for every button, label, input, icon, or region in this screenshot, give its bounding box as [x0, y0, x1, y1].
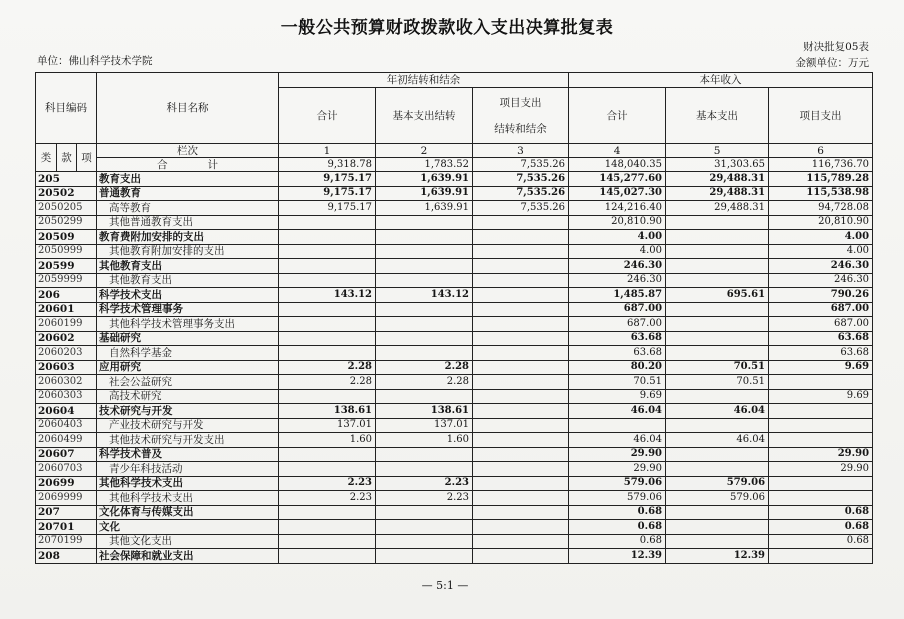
income-project-cell: 0.68: [769, 505, 873, 520]
subject-name-cell: 其他文化支出: [97, 534, 279, 549]
subject-code-cell: 206: [36, 288, 97, 303]
subject-code-cell: 20603: [36, 360, 97, 375]
carryover-basic-cell: [376, 259, 473, 274]
income-project-cell: 115,789.28: [769, 172, 873, 187]
subject-code-cell: 2060403: [36, 418, 97, 433]
carryover-basic-cell: 2.28: [376, 360, 473, 375]
subject-code-cell: 20502: [36, 186, 97, 201]
carryover-total-cell: [279, 549, 376, 564]
carryover-total-header: 合计: [279, 88, 376, 144]
subject-name-cell: 其他教育支出: [97, 273, 279, 288]
carryover-total-cell: [279, 302, 376, 317]
subject-name-cell: 其他科学技术支出: [97, 476, 279, 491]
carryover-total-cell: [279, 534, 376, 549]
income-project-cell: 790.26: [769, 288, 873, 303]
subject-code-cell: 20599: [36, 259, 97, 274]
column-index-row: [36, 144, 873, 158]
income-total-cell: 579.06: [569, 491, 666, 506]
carryover-total-cell: 2.23: [279, 476, 376, 491]
grand-total-carryover-project: 7,535.26: [473, 158, 569, 172]
subject-code-cell: 2060703: [36, 462, 97, 477]
carryover-project-cell: [473, 418, 569, 433]
income-basic-cell: 29,488.31: [666, 186, 769, 201]
carryover-total-cell: [279, 389, 376, 404]
carryover-project-cell: [473, 462, 569, 477]
table-row: [36, 433, 873, 448]
income-project-cell: 94,728.08: [769, 201, 873, 216]
carryover-basic-cell: 1,639.91: [376, 186, 473, 201]
income-project-cell: [769, 404, 873, 419]
subject-code-cell: 2060203: [36, 346, 97, 361]
carryover-basic-cell: [376, 331, 473, 346]
carryover-basic-header: 基本支出结转: [376, 88, 473, 144]
table-row: [36, 259, 873, 274]
subject-code-cell: 2050299: [36, 215, 97, 230]
carryover-project-cell: [473, 273, 569, 288]
carryover-basic-cell: 1.60: [376, 433, 473, 448]
subject-code-cell: 2060199: [36, 317, 97, 332]
income-total-cell: 0.68: [569, 520, 666, 535]
subject-code-cell: 2059999: [36, 273, 97, 288]
subject-code-cell: 207: [36, 505, 97, 520]
carryover-basic-cell: 137.01: [376, 418, 473, 433]
table-row: [36, 331, 873, 346]
subject-name-cell: 其他科学技术支出: [97, 491, 279, 506]
table-row: [36, 201, 873, 216]
subject-name-cell: 基础研究: [97, 331, 279, 346]
carryover-project-cell: 7,535.26: [473, 201, 569, 216]
carryover-project-cell: [473, 346, 569, 361]
carryover-project-cell: [473, 505, 569, 520]
subject-name-cell: 科学技术管理事务: [97, 302, 279, 317]
income-total-cell: [569, 418, 666, 433]
subject-code-cell: 2069999: [36, 491, 97, 506]
subject-name-header: 科目名称: [97, 73, 279, 144]
carryover-total-cell: [279, 520, 376, 535]
income-basic-header: 基本支出: [666, 88, 769, 144]
table-row: [36, 288, 873, 303]
income-basic-cell: [666, 462, 769, 477]
code-level-lei: 类: [36, 144, 57, 172]
subject-code-header: 科目编码: [36, 73, 97, 144]
income-project-cell: 29.90: [769, 447, 873, 462]
income-basic-cell: [666, 505, 769, 520]
subject-code-cell: 20701: [36, 520, 97, 535]
carryover-basic-cell: 2.23: [376, 491, 473, 506]
income-project-cell: 246.30: [769, 259, 873, 274]
income-basic-cell: [666, 520, 769, 535]
carryover-total-cell: 9,175.17: [279, 186, 376, 201]
income-basic-cell: 29,488.31: [666, 172, 769, 187]
carryover-project-cell: 7,535.26: [473, 186, 569, 201]
carryover-basic-cell: 1,639.91: [376, 172, 473, 187]
budget-approval-table: [35, 72, 873, 564]
carryover-basic-cell: [376, 520, 473, 535]
table-body: [36, 172, 873, 564]
income-project-cell: [769, 375, 873, 390]
subject-name-cell: 社会公益研究: [97, 375, 279, 390]
income-project-cell: 687.00: [769, 302, 873, 317]
carryover-total-cell: [279, 462, 376, 477]
income-basic-cell: 695.61: [666, 288, 769, 303]
income-basic-cell: [666, 534, 769, 549]
column-index-1: 1: [279, 144, 376, 158]
income-total-cell: 246.30: [569, 259, 666, 274]
table-row: [36, 302, 873, 317]
carryover-basic-cell: 1,639.91: [376, 201, 473, 216]
carryover-total-cell: 2.23: [279, 491, 376, 506]
subject-code-cell: 2050999: [36, 244, 97, 259]
income-total-cell: 29.90: [569, 447, 666, 462]
income-project-cell: 0.68: [769, 534, 873, 549]
income-total-cell: 63.68: [569, 346, 666, 361]
income-basic-cell: 46.04: [666, 404, 769, 419]
carryover-basic-cell: [376, 505, 473, 520]
form-number: 财决批复05表: [803, 41, 869, 53]
subject-name-cell: 高等教育: [97, 201, 279, 216]
table-row: [36, 375, 873, 390]
income-basic-cell: [666, 244, 769, 259]
carryover-project-cell: 7,535.26: [473, 172, 569, 187]
carryover-basic-cell: [376, 302, 473, 317]
table-row: [36, 317, 873, 332]
table-row: [36, 230, 873, 245]
carryover-project-cell: [473, 259, 569, 274]
table-row: [36, 534, 873, 549]
carryover-project-cell: [473, 389, 569, 404]
carryover-basic-cell: [376, 549, 473, 564]
income-basic-cell: [666, 215, 769, 230]
carryover-basic-cell: [376, 317, 473, 332]
income-project-cell: 63.68: [769, 346, 873, 361]
subject-code-cell: 20604: [36, 404, 97, 419]
carryover-total-cell: [279, 230, 376, 245]
table-row: [36, 404, 873, 419]
income-project-cell: 9.69: [769, 360, 873, 375]
carryover-project-cell: [473, 331, 569, 346]
subject-name-cell: 教育费附加安排的支出: [97, 230, 279, 245]
table-row: [36, 520, 873, 535]
carryover-total-cell: [279, 244, 376, 259]
subject-code-cell: 20607: [36, 447, 97, 462]
subject-code-cell: 2070199: [36, 534, 97, 549]
carryover-total-cell: 138.61: [279, 404, 376, 419]
carryover-basic-cell: [376, 346, 473, 361]
subject-name-cell: 自然科学基金: [97, 346, 279, 361]
carryover-total-cell: [279, 331, 376, 346]
subject-code-cell: 2050205: [36, 201, 97, 216]
income-basic-cell: [666, 346, 769, 361]
income-total-cell: 63.68: [569, 331, 666, 346]
table-row: [36, 215, 873, 230]
subject-name-cell: 产业技术研究与开发: [97, 418, 279, 433]
income-project-cell: 20,810.90: [769, 215, 873, 230]
carryover-total-cell: [279, 346, 376, 361]
income-basic-cell: [666, 317, 769, 332]
income-total-header: 合计: [569, 88, 666, 144]
income-project-header: 项目支出: [769, 88, 873, 144]
carryover-project-cell: [473, 534, 569, 549]
income-total-cell: 9.69: [569, 389, 666, 404]
income-total-cell: 579.06: [569, 476, 666, 491]
carryover-total-cell: 9,175.17: [279, 201, 376, 216]
subject-name-cell: 其他教育附加安排的支出: [97, 244, 279, 259]
table-row: [36, 447, 873, 462]
income-total-cell: 70.51: [569, 375, 666, 390]
income-basic-cell: [666, 331, 769, 346]
carryover-project-cell: [473, 476, 569, 491]
income-basic-cell: [666, 230, 769, 245]
table-row: [36, 418, 873, 433]
reporting-unit: 单位：佛山科学技术学院: [37, 55, 153, 67]
carryover-project-cell: [473, 317, 569, 332]
carryover-project-cell: [473, 491, 569, 506]
income-project-cell: [769, 433, 873, 448]
carryover-total-cell: 1.60: [279, 433, 376, 448]
carryover-basic-cell: [376, 389, 473, 404]
carryover-basic-cell: [376, 215, 473, 230]
income-basic-cell: 579.06: [666, 476, 769, 491]
subject-name-cell: 普通教育: [97, 186, 279, 201]
subject-code-cell: 20699: [36, 476, 97, 491]
income-total-cell: 0.68: [569, 505, 666, 520]
income-basic-cell: [666, 273, 769, 288]
subject-code-cell: 208: [36, 549, 97, 564]
carryover-basic-cell: [376, 244, 473, 259]
table-row: [36, 360, 873, 375]
carryover-project-cell: [473, 360, 569, 375]
income-project-cell: 687.00: [769, 317, 873, 332]
grand-total-income-basic: 31,303.65: [666, 158, 769, 172]
subject-name-cell: 文化: [97, 520, 279, 535]
income-basic-cell: 46.04: [666, 433, 769, 448]
carryover-total-cell: [279, 317, 376, 332]
subject-name-cell: 科学技术普及: [97, 447, 279, 462]
grand-total-label: 合计: [97, 158, 279, 172]
carryover-basic-cell: [376, 273, 473, 288]
grand-total-row: [36, 158, 873, 172]
income-group-header: 本年收入: [569, 73, 873, 88]
income-project-cell: 63.68: [769, 331, 873, 346]
table-row: [36, 549, 873, 564]
document-title: 一般公共预算财政拨款收入支出决算批复表: [280, 18, 614, 38]
income-basic-cell: 70.51: [666, 360, 769, 375]
carryover-total-cell: [279, 505, 376, 520]
carryover-project-cell: [473, 447, 569, 462]
grand-total-income-project: 116,736.70: [769, 158, 873, 172]
carryover-project-cell: [473, 433, 569, 448]
subject-code-cell: 20509: [36, 230, 97, 245]
subject-name-cell: 教育支出: [97, 172, 279, 187]
income-total-cell: 80.20: [569, 360, 666, 375]
income-total-cell: 246.30: [569, 273, 666, 288]
carryover-total-cell: 9,175.17: [279, 172, 376, 187]
column-index-4: 4: [569, 144, 666, 158]
subject-name-cell: 社会保障和就业支出: [97, 549, 279, 564]
carryover-total-cell: [279, 215, 376, 230]
carryover-basic-cell: [376, 462, 473, 477]
carryover-basic-cell: 2.28: [376, 375, 473, 390]
income-basic-cell: 12.39: [666, 549, 769, 564]
income-total-cell: 0.68: [569, 534, 666, 549]
income-project-cell: 29.90: [769, 462, 873, 477]
income-project-cell: 9.69: [769, 389, 873, 404]
column-index-2: 2: [376, 144, 473, 158]
income-project-cell: 4.00: [769, 244, 873, 259]
income-basic-cell: 70.51: [666, 375, 769, 390]
income-project-cell: 4.00: [769, 230, 873, 245]
subject-name-cell: 其他普通教育支出: [97, 215, 279, 230]
subject-code-cell: 2060302: [36, 375, 97, 390]
income-basic-cell: [666, 447, 769, 462]
subject-name-cell: 科学技术支出: [97, 288, 279, 303]
code-level-xiang: 项: [77, 144, 97, 172]
income-project-cell: [769, 491, 873, 506]
subject-code-cell: 2060303: [36, 389, 97, 404]
income-project-cell: [769, 549, 873, 564]
table-row: [36, 273, 873, 288]
income-total-cell: 145,277.60: [569, 172, 666, 187]
subject-name-cell: 青少年科技活动: [97, 462, 279, 477]
carryover-project-cell: [473, 520, 569, 535]
code-level-kuan: 款: [57, 144, 77, 172]
income-basic-cell: [666, 418, 769, 433]
carryover-project-cell: [473, 375, 569, 390]
carryover-project-header-line1: 项目支出: [499, 96, 542, 109]
income-project-cell: [769, 418, 873, 433]
carryover-basic-cell: [376, 447, 473, 462]
income-total-cell: 4.00: [569, 230, 666, 245]
income-total-cell: 46.04: [569, 404, 666, 419]
income-project-cell: [769, 476, 873, 491]
income-basic-cell: [666, 389, 769, 404]
table-row: [36, 346, 873, 361]
column-index-5: 5: [666, 144, 769, 158]
table-row: [36, 172, 873, 187]
income-project-cell: 246.30: [769, 273, 873, 288]
carryover-project-cell: [473, 244, 569, 259]
table-row: [36, 462, 873, 477]
income-total-cell: 46.04: [569, 433, 666, 448]
carryover-group-header: 年初结转和结余: [279, 73, 569, 88]
subject-code-cell: 2060499: [36, 433, 97, 448]
carryover-project-cell: [473, 302, 569, 317]
subject-name-cell: 技术研究与开发: [97, 404, 279, 419]
subject-name-cell: 高技术研究: [97, 389, 279, 404]
table-row: [36, 491, 873, 506]
carryover-basic-cell: 143.12: [376, 288, 473, 303]
column-index-3: 3: [473, 144, 569, 158]
subject-name-cell: 其他教育支出: [97, 259, 279, 274]
subject-name-cell: 应用研究: [97, 360, 279, 375]
table-row: [36, 186, 873, 201]
header-row-groups: [36, 73, 873, 88]
carryover-total-cell: [279, 273, 376, 288]
carryover-total-cell: 2.28: [279, 360, 376, 375]
carryover-project-cell: [473, 404, 569, 419]
subject-code-cell: 205: [36, 172, 97, 187]
income-total-cell: 145,027.30: [569, 186, 666, 201]
table-row: [36, 244, 873, 259]
grand-total-carryover-total: 9,318.78: [279, 158, 376, 172]
income-total-cell: 4.00: [569, 244, 666, 259]
subject-name-cell: 其他技术研究与开发支出: [97, 433, 279, 448]
income-basic-cell: [666, 302, 769, 317]
income-total-cell: 687.00: [569, 317, 666, 332]
income-basic-cell: 29,488.31: [666, 201, 769, 216]
subject-name-cell: 其他科学技术管理事务支出: [97, 317, 279, 332]
table-row: [36, 505, 873, 520]
carryover-project-cell: [473, 215, 569, 230]
carryover-project-header-line2: 结转和结余: [494, 122, 547, 135]
carryover-project-cell: [473, 288, 569, 303]
grand-total-carryover-basic: 1,783.52: [376, 158, 473, 172]
table-row: [36, 389, 873, 404]
income-basic-cell: [666, 259, 769, 274]
carryover-total-cell: 2.28: [279, 375, 376, 390]
table-row: [36, 476, 873, 491]
carryover-project-header: [473, 88, 569, 144]
carryover-total-cell: [279, 259, 376, 274]
carryover-total-cell: 137.01: [279, 418, 376, 433]
grand-total-income-total: 148,040.35: [569, 158, 666, 172]
column-index-6: 6: [769, 144, 873, 158]
income-total-cell: 687.00: [569, 302, 666, 317]
carryover-total-cell: [279, 447, 376, 462]
page-number: — 5:1 —: [421, 579, 469, 592]
carryover-project-cell: [473, 230, 569, 245]
carryover-basic-cell: 2.23: [376, 476, 473, 491]
carryover-basic-cell: 138.61: [376, 404, 473, 419]
carryover-basic-cell: [376, 534, 473, 549]
income-project-cell: 115,538.98: [769, 186, 873, 201]
income-project-cell: 0.68: [769, 520, 873, 535]
subject-name-cell: 文化体育与传媒支出: [97, 505, 279, 520]
income-total-cell: 124,216.40: [569, 201, 666, 216]
income-total-cell: 20,810.90: [569, 215, 666, 230]
subject-code-cell: 20602: [36, 331, 97, 346]
income-basic-cell: 579.06: [666, 491, 769, 506]
income-total-cell: 1,485.87: [569, 288, 666, 303]
column-index-label: 栏次: [97, 144, 279, 158]
income-total-cell: 29.90: [569, 462, 666, 477]
amount-unit: 金额单位：万元: [795, 57, 869, 69]
carryover-project-cell: [473, 549, 569, 564]
carryover-basic-cell: [376, 230, 473, 245]
subject-code-cell: 20601: [36, 302, 97, 317]
income-total-cell: 12.39: [569, 549, 666, 564]
carryover-total-cell: 143.12: [279, 288, 376, 303]
